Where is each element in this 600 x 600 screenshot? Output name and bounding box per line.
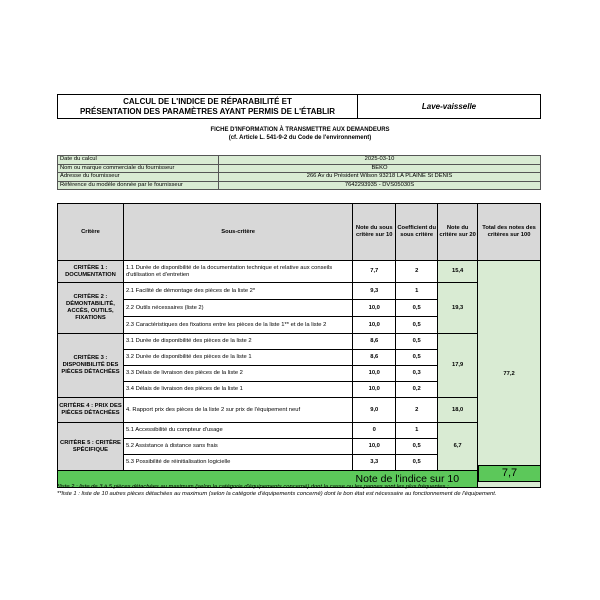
supplier-info-table	[57, 155, 541, 190]
header-note-sous: Note du sous critère sur 10	[353, 204, 396, 261]
subcritere-note: 8,6	[353, 350, 396, 366]
subcritere-label: 2.3 Caractéristiques des fixations entre les pièces de la liste 1** et de la liste 2	[123, 317, 352, 334]
subcritere-label: 3.1 Durée de disponibilité des pièces de la liste 2	[123, 334, 352, 350]
supplier-label: Date du calcul	[58, 156, 219, 165]
score-table	[57, 203, 541, 488]
supplier-row	[58, 156, 541, 165]
subcritere-label: 5.1 Accessibilité du compteur d'usage	[123, 423, 352, 439]
critere-3-score: 17,9	[438, 334, 478, 398]
subcritere-label: 3.2 Durée de disponibilité des pièces de la liste 1	[123, 350, 352, 366]
subcritere-coef: 0,5	[396, 439, 438, 455]
critere-5-name: CRITÈRE 5 : CRITÈRE SPÉCIFIQUE	[58, 423, 124, 471]
header-total: Total des notes des critères sur 100	[478, 204, 541, 261]
table-row	[58, 261, 541, 283]
subcritere-note: 10,0	[353, 300, 396, 317]
subcritere-label: 5.2 Assistance à distance sans frais	[123, 439, 352, 455]
supplier-label: Adresse du fournisseur	[58, 173, 219, 182]
final-score-label: Note de l'indice sur 10	[58, 471, 478, 488]
subcritere-label: 4. Rapport prix des pièces de la liste 2 sur prix de l'équipement neuf	[123, 398, 352, 423]
critere-1-score: 15,4	[438, 261, 478, 283]
table-row	[58, 334, 541, 350]
subcritere-coef: 0,5	[396, 334, 438, 350]
fiche-line-2: (cf. Article L. 541-9-2 du Code de l'environnement)	[228, 135, 372, 141]
supplier-row	[58, 181, 541, 190]
critere-2-name: CRITÈRE 2 : DÉMONTABILITÉ, ACCÈS, OUTILS, FIXATIONS	[58, 283, 124, 334]
fiche-line-1: FICHE D'INFORMATION À TRANSMETTRE AUX DEMANDEURS	[210, 127, 390, 133]
subcritere-note: 0	[353, 423, 396, 439]
product-type: Lave-vaisselle	[358, 95, 541, 119]
supplier-value: 2025-03-10	[219, 156, 541, 165]
supplier-row	[58, 173, 541, 182]
critere-2-score: 19,3	[438, 283, 478, 334]
subcritere-label: 5.3 Possibilité de réinitialisation logicielle	[123, 455, 352, 471]
subcritere-note: 3,3	[353, 455, 396, 471]
footnote-2: **liste 1 : liste de 10 autres pièces détachées au maximum (selon la catégorie d'équipements concerné) dont le bon état est nécessaire au fonctionnement de l'équipement.	[57, 491, 497, 498]
critere-4-name: CRITÈRE 4 : PRIX DES PIÈCES DÉTACHÉES	[58, 398, 124, 423]
subcritere-coef: 0,5	[396, 350, 438, 366]
subcritere-label: 2.2 Outils nécessaires (liste 2)	[123, 300, 352, 317]
subcritere-note: 9,3	[353, 283, 396, 300]
final-score-value: 7,7	[478, 465, 541, 482]
supplier-label: Nom ou marque commerciale du fournisseur	[58, 164, 219, 173]
table-row	[58, 423, 541, 439]
supplier-value: 7642293935 - DVS05030S	[219, 181, 541, 190]
subcritere-coef: 0,3	[396, 366, 438, 382]
total-score-100: 77,2	[478, 261, 541, 488]
subcritere-note: 10,0	[353, 382, 396, 398]
subcritere-note: 10,0	[353, 366, 396, 382]
critere-1-name: CRITÈRE 1 : DOCUMENTATION	[58, 261, 124, 283]
supplier-value: 266 Av du Président Wilson 93218 LA PLAINE St DENIS	[219, 173, 541, 182]
subcritere-label: 2.1 Facilité de démontage des pièces de la liste 2*	[123, 283, 352, 300]
subcritere-label: 3.4 Délais de livraison des pièces de la liste 1	[123, 382, 352, 398]
footnote-1: *liste 2 : liste de 3 à 5 pièces détachées au maximum (selon la catégorie d'équipements concerné) dont la casse ou les pannes sont les plus fréquentes ;	[57, 484, 449, 490]
title-line-1: CALCUL DE L'INDICE DE RÉPARABILITÉ ET	[123, 96, 292, 106]
subcritere-coef: 0,5	[396, 300, 438, 317]
title-line-2: PRÉSENTATION DES PARAMÈTRES AYANT PERMIS DE L'ÉTABLIR	[79, 106, 336, 116]
table-row	[58, 283, 541, 300]
subcritere-coef: 0,5	[396, 455, 438, 471]
subcritere-note: 10,0	[353, 439, 396, 455]
subcritere-label: 1.1 Durée de disponibilité de la documentation technique et relative aux conseils d'utilisation et d'entretien	[123, 261, 352, 283]
subcritere-coef: 1	[396, 423, 438, 439]
table-row	[58, 398, 541, 423]
subcritere-note: 9,0	[353, 398, 396, 423]
critere-5-score: 6,7	[438, 423, 478, 471]
subcritere-coef: 0,5	[396, 317, 438, 334]
subcritere-note: 8,6	[353, 334, 396, 350]
header-row	[58, 204, 541, 261]
subcritere-note: 7,7	[353, 261, 396, 283]
subcritere-coef: 0,2	[396, 382, 438, 398]
subcritere-note: 10,0	[353, 317, 396, 334]
header-box	[57, 94, 541, 119]
subcritere-coef: 1	[396, 283, 438, 300]
header-critere: Critère	[58, 204, 124, 261]
critere-4-score: 18,0	[438, 398, 478, 423]
supplier-value: BEKO	[219, 164, 541, 173]
header-note-20: Note du critère sur 20	[438, 204, 478, 261]
supplier-label: Référence du modèle donnée par le fournisseur	[58, 181, 219, 190]
fiche-heading	[100, 126, 500, 142]
subcritere-coef: 2	[396, 398, 438, 423]
supplier-row	[58, 164, 541, 173]
subcritere-label: 3.3 Délais de livraison des pièces de la liste 2	[123, 366, 352, 382]
critere-3-name: CRITÈRE 3 : DISPONIBILITÉ DES PIÈCES DÉTACHÉES	[58, 334, 124, 398]
subcritere-coef: 2	[396, 261, 438, 283]
header-sous-critere: Sous-critère	[123, 204, 352, 261]
header-coef: Coefficient du sous critère	[396, 204, 438, 261]
document-title	[58, 95, 358, 119]
footnotes	[57, 484, 547, 499]
